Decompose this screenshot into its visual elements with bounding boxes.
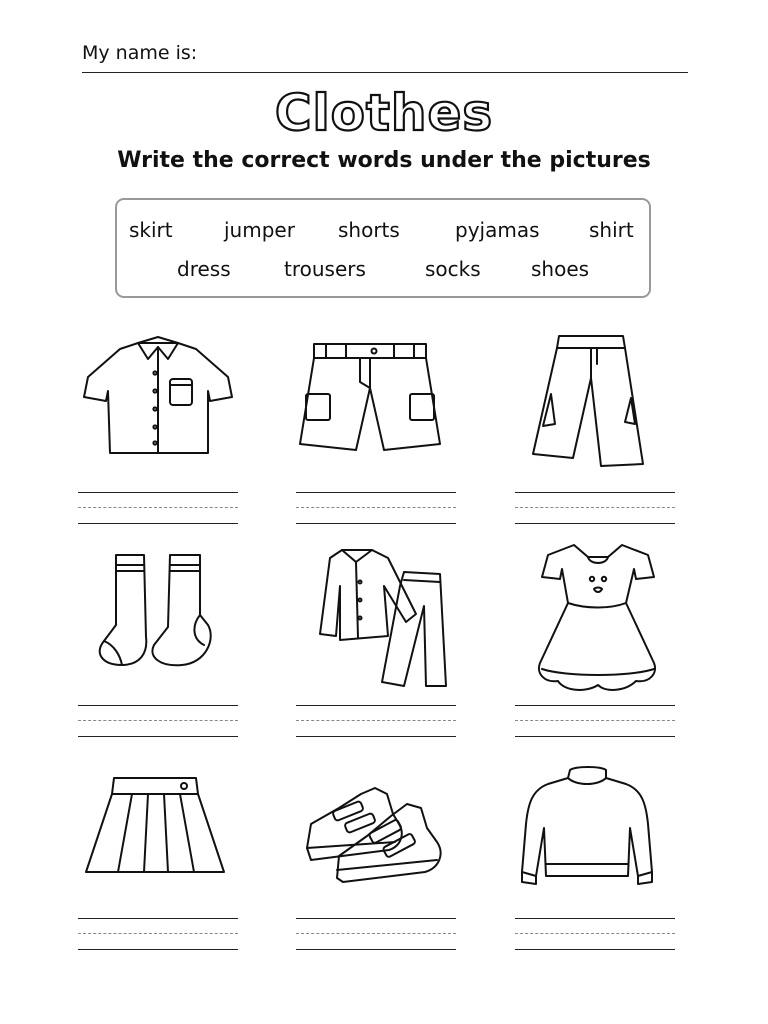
skirt-icon bbox=[84, 776, 226, 882]
word-bank-item: socks bbox=[425, 257, 481, 281]
instructions: Write the correct words under the pictures bbox=[117, 148, 651, 173]
word-bank bbox=[115, 198, 651, 298]
answer-lines[interactable] bbox=[296, 918, 456, 952]
word-bank-item: shoes bbox=[531, 257, 590, 281]
page-title: Clothes bbox=[274, 84, 494, 142]
answer-lines[interactable] bbox=[78, 705, 238, 739]
answer-lines[interactable] bbox=[78, 918, 238, 952]
word-bank-item: trousers bbox=[284, 257, 366, 281]
answer-lines[interactable] bbox=[296, 492, 456, 526]
shoes-icon bbox=[303, 784, 445, 888]
jumper-icon bbox=[518, 764, 656, 890]
page-title-wrap bbox=[0, 84, 768, 142]
word-bank-item: shirt bbox=[589, 218, 634, 242]
dress-icon bbox=[536, 543, 660, 699]
word-bank-item: skirt bbox=[129, 218, 173, 242]
answer-lines[interactable] bbox=[515, 705, 675, 739]
name-field[interactable] bbox=[82, 42, 688, 73]
word-bank-item: shorts bbox=[338, 218, 400, 242]
word-bank-item: jumper bbox=[224, 218, 295, 242]
shirt-icon bbox=[82, 335, 234, 464]
answer-lines[interactable] bbox=[296, 705, 456, 739]
answer-lines[interactable] bbox=[515, 492, 675, 526]
word-bank-item: dress bbox=[177, 257, 231, 281]
answer-lines[interactable] bbox=[515, 918, 675, 952]
answer-lines[interactable] bbox=[78, 492, 238, 526]
name-label: My name is: bbox=[82, 42, 198, 64]
pyjamas-icon bbox=[318, 546, 450, 692]
shorts-icon bbox=[296, 342, 444, 458]
word-bank-item: pyjamas bbox=[455, 218, 540, 242]
socks-icon bbox=[96, 553, 216, 673]
trousers-icon bbox=[527, 334, 649, 474]
